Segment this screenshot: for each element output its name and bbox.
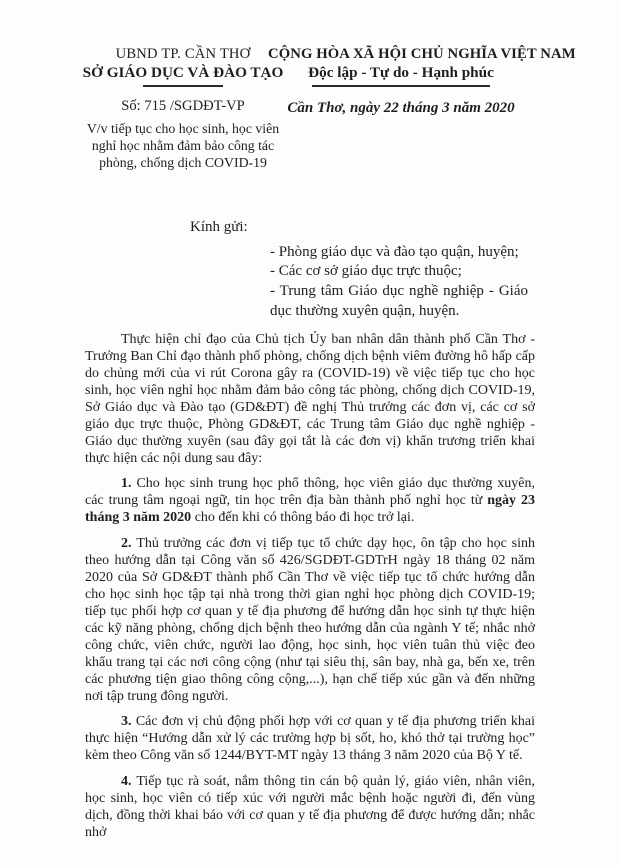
salutation-label: Kính gửi:: [190, 219, 248, 235]
recipient-item: - Các cơ sở giáo dục trực thuộc;: [270, 263, 462, 280]
subject-line-2: nghỉ học nhằm đảm bảo công tác: [91, 138, 275, 154]
national-heading-block: [268, 46, 576, 117]
motto-underline: [312, 85, 490, 87]
place-and-date: Cần Thơ, ngày 22 tháng 3 năm 2020: [287, 100, 515, 116]
document-header: [0, 46, 620, 202]
body-paragraph-4: 4. Tiếp tục rà soát, nắm thông tin cán bộ quản lý, giáo viên, nhân viên, học sinh, học viên có tiếp xúc với người mắc bệnh hoặc người đi, đến vùng dịch, đồng thời khai báo với cơ quan y tế địa phương để được hướng dẫn; nhắc nhở: [85, 773, 536, 840]
national-motto: Độc lập - Tự do - Hạnh phúc: [308, 64, 494, 81]
subject-line-1: V/v tiếp tục cho học sinh, học viên: [86, 121, 280, 136]
body-paragraph-2: 2. Thủ trưởng các đơn vị tiếp tục tổ chức dạy học, ôn tập cho học sinh theo hướng dẫn tại Công văn số 426/SGDĐT-GDTrH ngày 18 tháng 02 năm 2020 của Sở GD&ĐT thành phố Cần Thơ về việc tiếp tục tổ chức hướng dẫn cho học sinh học tập tại nhà trong thời gian nghỉ học phòng dịch COVID-19; tiếp tục phối hợp cơ quan y tế địa phương để hướng dẫn học sinh tự thực hiện các kỹ năng phòng, chống dịch bệnh theo hướng dẫn của ngành Y tế; nhắc nhở công chức, viên chức, người lao động, học sinh, học viên tuân thủ việc đeo khẩu trang tại các nơi công cộng (như tại siêu thị, sân bay, nhà ga, bến xe, trên các phương tiện giao thông công cộng,...), hạn chế tiếp xúc gần và đến những nơi tập trung đông người.: [85, 535, 536, 705]
org-name-underline: [143, 85, 223, 87]
body-paragraph-3: 3. Các đơn vị chủ động phối hợp với cơ quan y tế địa phương triển khai thực hiện “Hướng dẫn xử lý các trường hợp bị sốt, ho, khó thở tại trường học” kèm theo Công văn số 1244/BYT-MT ngày 13 tháng 3 năm 2020 của Bộ Y tế.: [85, 714, 535, 764]
recipient-item: - Trung tâm Giáo dục nghề nghiệp - Giáo dục thường xuyên quận, huyện.: [270, 283, 528, 319]
national-title: CỘNG HÒA XÃ HỘI CHỦ NGHĨA VIỆT NAM: [268, 46, 576, 62]
recipient-item: - Phòng giáo dục và đào tạo quận, huyện;: [270, 243, 519, 260]
salutation-section: [190, 218, 620, 322]
document-body: [85, 331, 535, 841]
body-paragraph-1: 1. Cho học sinh trung học phổ thông, học viên giáo dục thường xuyên, các trung tâm ngoại ngữ, tin học trên địa bàn thành phố nghỉ học từ ngày 23 tháng 3 năm 2020 cho đến khi có thông báo đi học trở lại.: [85, 476, 536, 526]
document-subject: [62, 120, 304, 171]
recipient-list: [270, 243, 528, 322]
document-number: Số: 715 /SGDĐT-VP: [121, 98, 245, 114]
parent-org-name: UBND TP. CẦN THƠ: [115, 46, 251, 62]
subject-line-3: phòng, chống dịch COVID-19: [99, 155, 267, 171]
issuing-org-name: SỞ GIÁO DỤC VÀ ĐÀO TẠO: [82, 64, 284, 81]
body-paragraph-intro: Thực hiện chỉ đạo của Chủ tịch Ủy ban nhân dân thành phố Cần Thơ - Trưởng Ban Chỉ đạo thành phố phòng, chống dịch bệnh viêm đường hô hấp cấp do chủng mới của vi rút Corona gây ra (COVID-19) về việc tiếp tục cho học sinh, học viên nghỉ học nhằm đảm bảo công tác phòng, chống dịch COVID-19, Sở Giáo dục và Đào tạo (GD&ĐT) đề nghị Thủ trưởng các đơn vị, các cơ sở giáo dục trực thuộc, Phòng GD&ĐT, các Trung tâm Giáo dục nghề nghiệp - Giáo dục thường xuyên (sau đây gọi tắt là các đơn vị) khẩn trương triển khai thực hiện các nội dung sau đây:: [85, 331, 535, 467]
